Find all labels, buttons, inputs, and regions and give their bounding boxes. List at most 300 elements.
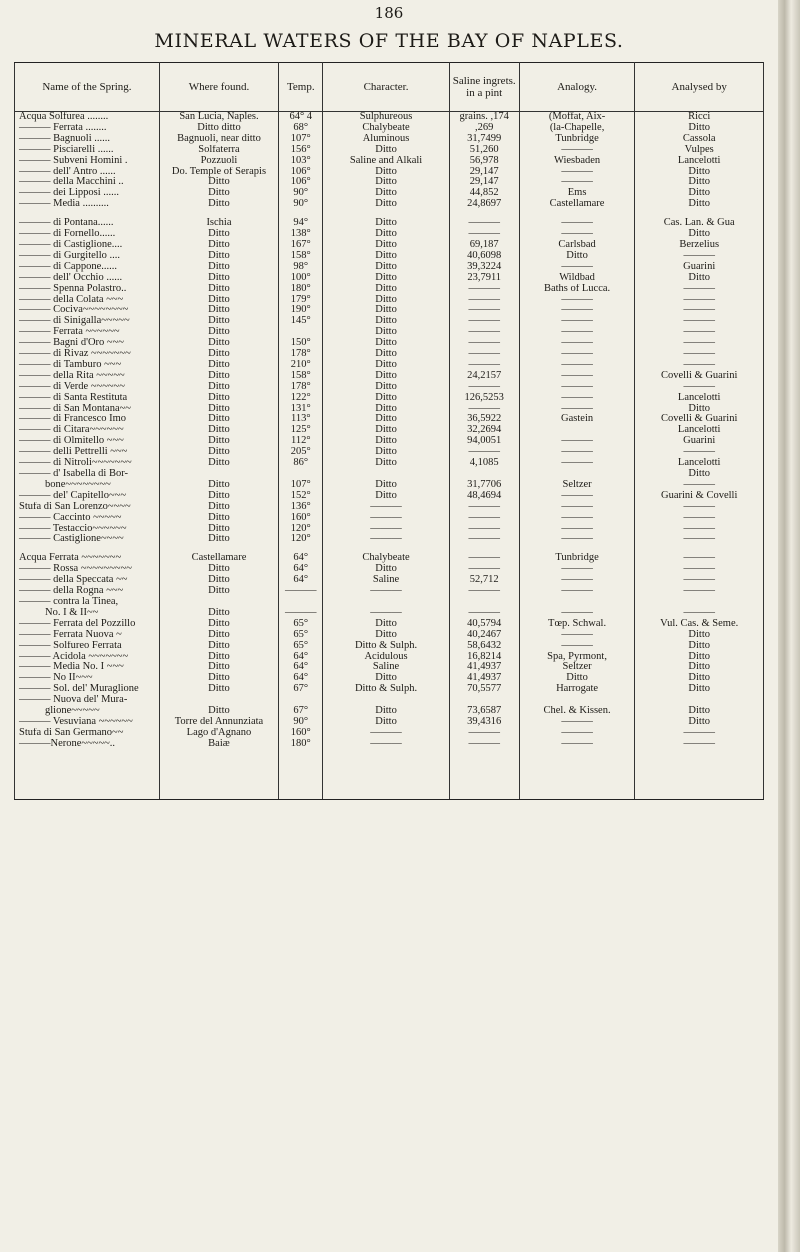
cell-character: Ditto <box>323 305 449 316</box>
cell-spring-name: ——— contra la Tinea, <box>15 597 160 608</box>
cell-character: Saline and Alkali <box>323 156 449 167</box>
cell-analysed-by: Ditto <box>635 199 764 210</box>
cell-analogy: (la-Chapelle, <box>519 123 635 134</box>
cell-analogy: ——— <box>519 316 635 327</box>
header-temp: Temp. <box>279 63 323 112</box>
table-row <box>15 414 764 425</box>
cell-where-found: Ditto <box>159 673 278 684</box>
cell-analysed-by: Ditto <box>635 469 764 480</box>
cell-temp: 180° <box>279 284 323 295</box>
cell-spring-name: ——— Acidola ~~~~~~~ <box>15 652 160 663</box>
cell-character: ——— <box>323 524 449 535</box>
cell-saline: ——— <box>449 284 519 295</box>
cell-temp: 67° <box>279 706 323 717</box>
cell-character: Ditto <box>323 414 449 425</box>
cell-spring-name: ——— Media .......... <box>15 199 160 210</box>
cell-where-found: Ditto <box>159 295 278 306</box>
table-row <box>15 728 764 739</box>
cell-temp: 120° <box>279 534 323 545</box>
cell-temp: 90° <box>279 199 323 210</box>
cell-where-found <box>159 210 278 218</box>
cell-analogy: Tunbridge <box>519 134 635 145</box>
cell-character: Saline <box>323 662 449 673</box>
cell-character: Ditto <box>323 338 449 349</box>
cell-character: Ditto <box>323 404 449 415</box>
cell-saline: 29,147 <box>449 177 519 188</box>
table-row <box>15 360 764 371</box>
cell-analysed-by: Ditto <box>635 706 764 717</box>
cell-saline: ——— <box>449 553 519 564</box>
cell-spring-name: ——— della Colata ~~~ <box>15 295 160 306</box>
cell-character: Ditto <box>323 360 449 371</box>
cell-spring-name: ——— di Castiglione.... <box>15 240 160 251</box>
cell-where-found: Ditto <box>159 425 278 436</box>
table-row <box>15 534 764 545</box>
cell-temp <box>279 545 323 553</box>
cell-spring-name: ——— Subveni Homini . <box>15 156 160 167</box>
cell-saline: ——— <box>449 218 519 229</box>
cell-analysed-by: ——— <box>635 447 764 458</box>
cell-saline: ——— <box>449 739 519 800</box>
cell-spring-name: ——— di Olmitello ~~~ <box>15 436 160 447</box>
cell-spring-name: ——— Bagnuoli ...... <box>15 134 160 145</box>
cell-spring-name: ——— di Rivaz ~~~~~~~ <box>15 349 160 360</box>
cell-analysed-by: Ditto <box>635 630 764 641</box>
cell-saline: 58,6432 <box>449 641 519 652</box>
cell-character: ——— <box>323 728 449 739</box>
cell-where-found: Ischia <box>159 218 278 229</box>
cell-where-found: Ditto <box>159 305 278 316</box>
cell-saline: ——— <box>449 524 519 535</box>
cell-saline: 31,7499 <box>449 134 519 145</box>
table-row <box>15 382 764 393</box>
cell-saline: ——— <box>449 513 519 524</box>
cell-spring-name: ——— Cociva~~~~~~~~ <box>15 305 160 316</box>
cell-spring-name: bone~~~~~~~~ <box>15 480 160 491</box>
cell-character: Saline <box>323 575 449 586</box>
table-row <box>15 524 764 535</box>
cell-temp: 136° <box>279 502 323 513</box>
cell-character: Ditto <box>323 199 449 210</box>
table-row <box>15 641 764 652</box>
page-title: MINERAL WATERS OF THE BAY OF NAPLES. <box>154 30 624 52</box>
cell-analogy: ——— <box>519 458 635 469</box>
table-row <box>15 608 764 619</box>
cell-saline: 40,6098 <box>449 251 519 262</box>
cell-analogy: ——— <box>519 167 635 178</box>
cell-spring-name: ——— Solfureo Ferrata <box>15 641 160 652</box>
cell-analogy: Castellamare <box>519 199 635 210</box>
cell-character: Ditto <box>323 229 449 240</box>
cell-saline: 94,0051 <box>449 436 519 447</box>
cell-spring-name: glione~~~~~ <box>15 706 160 717</box>
cell-spring-name: ——— delli Pettrelli ~~~ <box>15 447 160 458</box>
cell-spring-name: ——— Ferrata del Pozzillo <box>15 619 160 630</box>
cell-analysed-by: Covelli & Guarini <box>635 414 764 425</box>
cell-saline: ——— <box>449 404 519 415</box>
cell-temp: 90° <box>279 717 323 728</box>
cell-analysed-by: Cas. Lan. & Gua <box>635 218 764 229</box>
header-analogy: Analogy. <box>519 63 635 112</box>
cell-spring-name: ——— della Rita ~~~~~ <box>15 371 160 382</box>
cell-where-found: Ditto <box>159 177 278 188</box>
cell-analysed-by: ——— <box>635 305 764 316</box>
cell-character: Chalybeate <box>323 123 449 134</box>
cell-character: ——— <box>323 513 449 524</box>
cell-character: Ditto <box>323 327 449 338</box>
cell-character: Chalybeate <box>323 553 449 564</box>
mineral-waters-table <box>14 62 764 800</box>
cell-character: Ditto <box>323 240 449 251</box>
cell-analogy: ——— <box>519 728 635 739</box>
cell-analysed-by: ——— <box>635 338 764 349</box>
cell-where-found: Ditto <box>159 684 278 695</box>
cell-where-found: Ditto <box>159 480 278 491</box>
cell-saline: 48,4694 <box>449 491 519 502</box>
cell-analysed-by: Guarini <box>635 262 764 273</box>
cell-analogy: Gastein <box>519 414 635 425</box>
cell-where-found: Ditto <box>159 608 278 619</box>
table-row <box>15 662 764 673</box>
cell-temp: ——— <box>279 608 323 619</box>
cell-temp: ——— <box>279 586 323 597</box>
cell-analogy: ——— <box>519 491 635 502</box>
cell-character <box>323 469 449 480</box>
table-row <box>15 545 764 553</box>
cell-where-found: Ditto <box>159 436 278 447</box>
table-row <box>15 273 764 284</box>
cell-spring-name: ——— dell' Antro ...... <box>15 167 160 178</box>
cell-spring-name: ——— Spenna Polastro.. <box>15 284 160 295</box>
cell-analogy: ——— <box>519 145 635 156</box>
cell-where-found: Ditto <box>159 502 278 513</box>
page-number: 186 <box>374 4 404 22</box>
cell-analysed-by: ——— <box>635 534 764 545</box>
cell-spring-name: Acqua Ferrata ~~~~~~~ <box>15 553 160 564</box>
cell-spring-name: ——— di Pontana...... <box>15 218 160 229</box>
table-row <box>15 491 764 502</box>
cell-saline: ——— <box>449 295 519 306</box>
cell-analogy: ——— <box>519 305 635 316</box>
table-row <box>15 684 764 695</box>
cell-analogy <box>519 425 635 436</box>
cell-spring-name: ——— Ferrata ~~~~~~ <box>15 327 160 338</box>
cell-analogy: Tunbridge <box>519 553 635 564</box>
cell-character: Ditto <box>323 188 449 199</box>
cell-saline: ——— <box>449 728 519 739</box>
cell-temp: 113° <box>279 414 323 425</box>
cell-analogy: ——— <box>519 360 635 371</box>
table-row <box>15 706 764 717</box>
cell-spring-name: ——— di Santa Restituta <box>15 393 160 404</box>
cell-saline: ——— <box>449 360 519 371</box>
cell-analysed-by: Ditto <box>635 177 764 188</box>
cell-where-found: Ditto <box>159 284 278 295</box>
cell-temp: 64° <box>279 575 323 586</box>
cell-analysed-by: Ditto <box>635 404 764 415</box>
cell-temp: 112° <box>279 436 323 447</box>
cell-spring-name: ——— Ferrata ........ <box>15 123 160 134</box>
cell-analysed-by: Ditto <box>635 229 764 240</box>
cell-analysed-by: ——— <box>635 360 764 371</box>
cell-saline: 23,7911 <box>449 273 519 284</box>
cell-temp: 64° 4 <box>279 112 323 123</box>
cell-analogy: ——— <box>519 564 635 575</box>
cell-saline <box>449 210 519 218</box>
cell-analogy: ——— <box>519 608 635 619</box>
cell-saline: grains. ,174 <box>449 112 519 123</box>
cell-analysed-by: ——— <box>635 586 764 597</box>
cell-analysed-by: ——— <box>635 608 764 619</box>
table-row <box>15 458 764 469</box>
cell-analogy: Harrogate <box>519 684 635 695</box>
cell-where-found: Ditto <box>159 371 278 382</box>
header-analysed-by: Analysed by <box>635 63 764 112</box>
header-name: Name of the Spring. <box>15 63 160 112</box>
cell-analogy: ——— <box>519 575 635 586</box>
cell-spring-name: ——— della Macchini .. <box>15 177 160 188</box>
cell-character: Ditto <box>323 167 449 178</box>
cell-analogy <box>519 469 635 480</box>
table-row <box>15 469 764 480</box>
cell-analysed-by: Ditto <box>635 673 764 684</box>
cell-where-found: Baiæ <box>159 739 278 800</box>
cell-where-found: Ditto <box>159 316 278 327</box>
cell-where-found: Ditto <box>159 414 278 425</box>
cell-analysed-by: Ditto <box>635 188 764 199</box>
cell-temp: 179° <box>279 295 323 306</box>
cell-saline <box>449 545 519 553</box>
cell-saline: 41,4937 <box>449 662 519 673</box>
cell-temp: 150° <box>279 338 323 349</box>
table-row <box>15 349 764 360</box>
cell-temp: 156° <box>279 145 323 156</box>
cell-analysed-by: Ditto <box>635 717 764 728</box>
table-row <box>15 210 764 218</box>
cell-temp: 86° <box>279 458 323 469</box>
cell-spring-name: ——— Testaccio~~~~~~ <box>15 524 160 535</box>
cell-temp: 65° <box>279 641 323 652</box>
cell-analysed-by: Lancelotti <box>635 425 764 436</box>
cell-saline: 40,5794 <box>449 619 519 630</box>
cell-analogy: ——— <box>519 739 635 800</box>
cell-saline: 24,2157 <box>449 371 519 382</box>
cell-saline: 70,5577 <box>449 684 519 695</box>
cell-analysed-by: ——— <box>635 316 764 327</box>
cell-analogy: ——— <box>519 717 635 728</box>
cell-spring-name: ——— d' Isabella di Bor- <box>15 469 160 480</box>
cell-where-found: Ditto <box>159 524 278 535</box>
cell-character: Sulphureous <box>323 112 449 123</box>
cell-spring-name: ——— di Nitroli~~~~~~~ <box>15 458 160 469</box>
cell-where-found: Ditto <box>159 513 278 524</box>
cell-temp: 122° <box>279 393 323 404</box>
cell-analogy: ——— <box>519 641 635 652</box>
cell-analogy: ——— <box>519 586 635 597</box>
cell-where-found: San Lucia, Naples. <box>159 112 278 123</box>
cell-character <box>323 695 449 706</box>
cell-analogy: ——— <box>519 338 635 349</box>
cell-temp: 107° <box>279 134 323 145</box>
cell-analogy <box>519 210 635 218</box>
cell-saline: 73,6587 <box>449 706 519 717</box>
cell-saline: 4,1085 <box>449 458 519 469</box>
cell-saline: ——— <box>449 229 519 240</box>
cell-where-found: Ditto <box>159 575 278 586</box>
cell-analogy: ——— <box>519 502 635 513</box>
table-row <box>15 630 764 641</box>
cell-temp <box>279 695 323 706</box>
cell-temp: 167° <box>279 240 323 251</box>
cell-spring-name: Stufa di San Germano~~ <box>15 728 160 739</box>
cell-saline: 36,5922 <box>449 414 519 425</box>
cell-temp: 145° <box>279 316 323 327</box>
cell-where-found: Ditto <box>159 262 278 273</box>
table-row <box>15 447 764 458</box>
cell-temp: 106° <box>279 177 323 188</box>
cell-spring-name: ——— della Speccata ~~ <box>15 575 160 586</box>
page-edge <box>778 0 800 1252</box>
cell-analogy: Ditto <box>519 251 635 262</box>
table-header-row <box>15 63 764 112</box>
cell-spring-name: ——— di Tamburo ~~~ <box>15 360 160 371</box>
cell-spring-name: ——— Ferrata Nuova ~ <box>15 630 160 641</box>
cell-saline: ——— <box>449 447 519 458</box>
cell-character: Ditto <box>323 382 449 393</box>
cell-character: ——— <box>323 502 449 513</box>
cell-analogy: Seltzer <box>519 662 635 673</box>
cell-character: Ditto <box>323 480 449 491</box>
cell-analysed-by: ——— <box>635 728 764 739</box>
cell-character: Ditto <box>323 630 449 641</box>
cell-character: Ditto <box>323 491 449 502</box>
cell-analogy: ——— <box>519 327 635 338</box>
cell-analysed-by: Ditto <box>635 273 764 284</box>
cell-where-found: Ditto <box>159 360 278 371</box>
cell-spring-name: Acqua Solfurea ........ <box>15 112 160 123</box>
cell-spring-name: ——— di Fornello...... <box>15 229 160 240</box>
cell-analysed-by: ——— <box>635 739 764 800</box>
table-row <box>15 404 764 415</box>
cell-saline: 41,4937 <box>449 673 519 684</box>
cell-saline: 51,260 <box>449 145 519 156</box>
table-row <box>15 156 764 167</box>
cell-analysed-by: Covelli & Guarini <box>635 371 764 382</box>
cell-character: Ditto <box>323 425 449 436</box>
cell-analysed-by: Vul. Cas. & Seme. <box>635 619 764 630</box>
table-row <box>15 305 764 316</box>
table-row <box>15 188 764 199</box>
cell-saline: ,269 <box>449 123 519 134</box>
cell-saline: ——— <box>449 586 519 597</box>
cell-spring-name: Stufa di San Lorenzo~~~~ <box>15 502 160 513</box>
cell-analysed-by <box>635 545 764 553</box>
cell-analogy <box>519 545 635 553</box>
cell-analogy: ——— <box>519 382 635 393</box>
cell-where-found: Bagnuoli, near ditto <box>159 134 278 145</box>
cell-where-found: Ditto <box>159 652 278 663</box>
cell-spring-name: ——— Caccinto ~~~~~ <box>15 513 160 524</box>
cell-where-found: Ditto <box>159 491 278 502</box>
cell-temp: 67° <box>279 684 323 695</box>
cell-saline: 32,2694 <box>449 425 519 436</box>
cell-analysed-by: Ditto <box>635 167 764 178</box>
cell-analogy: Wildbad <box>519 273 635 284</box>
cell-spring-name <box>15 545 160 553</box>
cell-spring-name: ——— di Sinigalla~~~~~ <box>15 316 160 327</box>
cell-saline: 24,8697 <box>449 199 519 210</box>
cell-character: ——— <box>323 586 449 597</box>
cell-temp: 120° <box>279 524 323 535</box>
cell-character: Ditto <box>323 177 449 188</box>
cell-character: Ditto <box>323 371 449 382</box>
cell-analogy: Baths of Lucca. <box>519 284 635 295</box>
cell-saline: 126,5253 <box>449 393 519 404</box>
cell-analogy: Carlsbad <box>519 240 635 251</box>
cell-analysed-by: ——— <box>635 251 764 262</box>
cell-temp <box>279 327 323 338</box>
cell-saline: 29,147 <box>449 167 519 178</box>
cell-spring-name: ——— Media No. I ~~~ <box>15 662 160 673</box>
cell-analysed-by: Ricci <box>635 112 764 123</box>
cell-analogy: ——— <box>519 349 635 360</box>
table-row <box>15 564 764 575</box>
table-row <box>15 262 764 273</box>
cell-temp: 152° <box>279 491 323 502</box>
cell-spring-name: ——— Vesuviana ~~~~~~ <box>15 717 160 728</box>
header-character: Character. <box>323 63 449 112</box>
table-row <box>15 425 764 436</box>
cell-character: Ditto <box>323 218 449 229</box>
cell-analysed-by: ——— <box>635 502 764 513</box>
cell-analogy: ——— <box>519 371 635 382</box>
cell-analysed-by: Guarini <box>635 436 764 447</box>
cell-saline: ——— <box>449 502 519 513</box>
cell-where-found: Ditto <box>159 199 278 210</box>
table-row <box>15 112 764 123</box>
cell-where-found: Ditto <box>159 534 278 545</box>
cell-analysed-by: ——— <box>635 564 764 575</box>
cell-character: Ditto <box>323 619 449 630</box>
cell-temp: 178° <box>279 349 323 360</box>
cell-analogy: ——— <box>519 404 635 415</box>
cell-analogy: (Moffat, Aix- <box>519 112 635 123</box>
cell-temp: 90° <box>279 188 323 199</box>
cell-saline: ——— <box>449 327 519 338</box>
cell-where-found: Ditto <box>159 564 278 575</box>
cell-analogy: Ditto <box>519 673 635 684</box>
cell-where-found: Ditto <box>159 619 278 630</box>
cell-temp: 107° <box>279 480 323 491</box>
cell-spring-name: ——— del' Capitello~~~ <box>15 491 160 502</box>
cell-character: Ditto <box>323 349 449 360</box>
cell-spring-name: ——— dell' Occhio ...... <box>15 273 160 284</box>
cell-temp: 178° <box>279 382 323 393</box>
cell-analogy: Seltzer <box>519 480 635 491</box>
cell-character: ——— <box>323 608 449 619</box>
table-row <box>15 338 764 349</box>
table-row <box>15 553 764 564</box>
cell-analysed-by: ——— <box>635 553 764 564</box>
cell-spring-name: ——— Castiglione~~~~ <box>15 534 160 545</box>
cell-character: Ditto & Sulph. <box>323 641 449 652</box>
cell-analogy: ——— <box>519 534 635 545</box>
cell-analogy: ——— <box>519 218 635 229</box>
cell-analysed-by: ——— <box>635 327 764 338</box>
cell-analysed-by: ——— <box>635 349 764 360</box>
cell-temp <box>279 597 323 608</box>
cell-analogy: ——— <box>519 447 635 458</box>
